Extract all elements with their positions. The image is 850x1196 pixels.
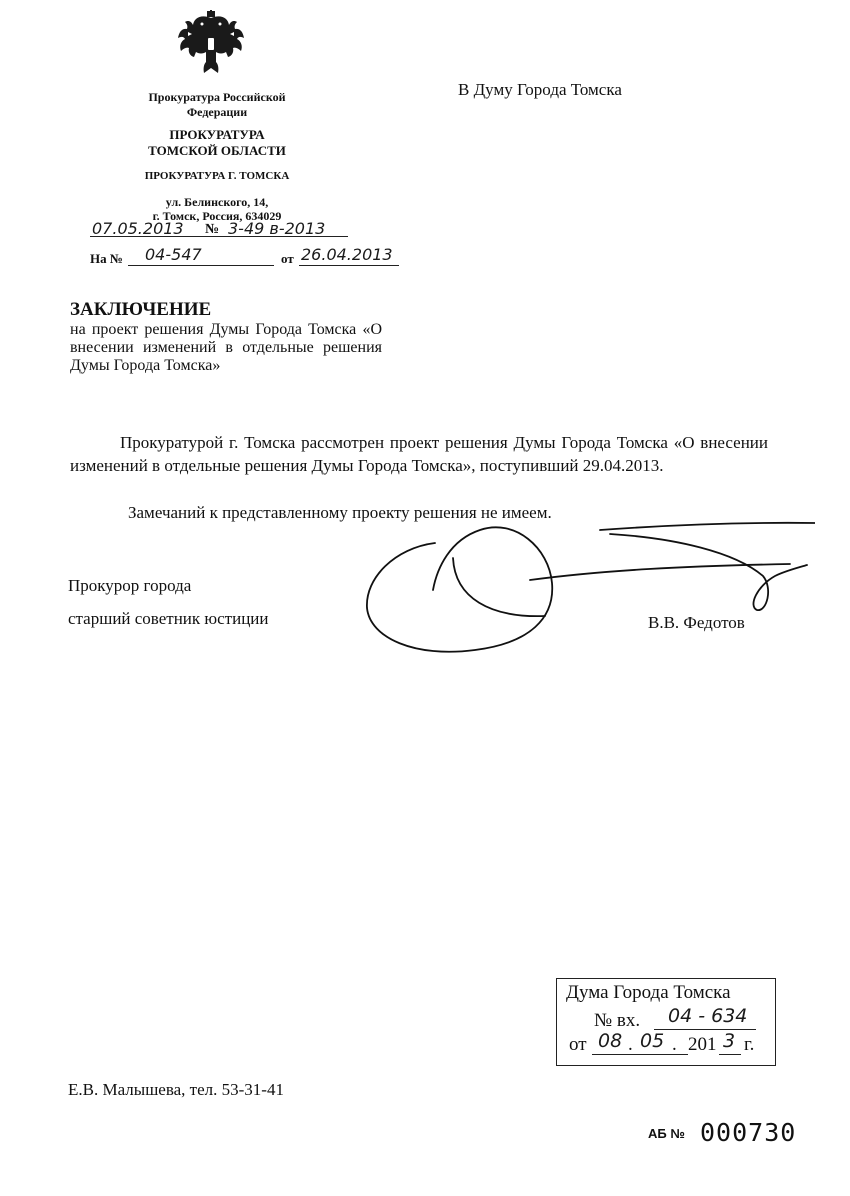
stamp-dot-1: . [628,1034,633,1055]
stamp-incoming-number: 04 - 634 [668,1005,748,1027]
outgoing-date: 07.05.2013 [92,219,184,238]
paragraph-2: Замечаний к представленному проекту решения не имеем. [128,503,552,522]
stamp-year-prefix: 201 [688,1034,717,1055]
document-subject: на проект решения Думы Города Томска «О внесении изменений в отдельные решения Думы Города Томска» [70,321,382,374]
reply-prefix: На № [90,251,123,266]
stamp-dot-2: . [672,1034,677,1055]
stamp-year-unit: г. [744,1034,755,1055]
reply-from-label: от [281,251,294,266]
address-line-1: ул. Белинского, 14, [165,195,269,209]
office-line-2: ТОМСКОЙ ОБЛАСТИ [148,143,286,158]
form-number: 000730 [700,1118,797,1147]
header-org [100,90,334,120]
reply-number-line [128,265,274,266]
reply-date: 26.04.2013 [301,245,393,264]
stamp-year-line [719,1054,741,1055]
executor: Е.В. Малышева, тел. 53-31-41 [68,1080,284,1099]
stamp-from-label: от [569,1034,587,1055]
stamp-title: Дума Города Томска [566,982,731,1003]
signer-position-1: Прокурор города [68,576,192,595]
org-line-1: Прокуратура Российской [148,90,286,104]
address-line-2: г. Томск, Россия, 634029 [152,209,282,223]
handwritten-signature [355,508,815,658]
stamp-month: 05 [640,1030,665,1052]
addressee: В Думу Города Томска [458,80,622,99]
outgoing-number: 3-49 в-2013 [228,219,326,238]
form-series: АБ № [648,1126,685,1141]
coat-of-arms-emblem [176,10,246,76]
header-office [100,127,334,159]
paragraph-1: Прокуратурой г. Томска рассмотрен проект решения Думы Города Томска «О внесении изменений в отдельные решения Думы Города Томска», поступивший 29.04.2013. [70,433,768,475]
city-office: ПРОКУРАТУРА Г. ТОМСКА [144,170,290,182]
stamp-year-suffix: 3 [723,1030,736,1052]
document-title: ЗАКЛЮЧЕНИЕ [70,299,212,320]
outgoing-number-sign: № [205,222,220,237]
reply-date-line [299,265,399,266]
stamp-incoming-line [654,1029,756,1030]
org-line-2: Федерации [186,105,248,119]
stamp-incoming-label: № вх. [594,1010,641,1031]
signer-name: В.В. Федотов [648,613,745,632]
stamp-day: 08 [598,1030,623,1052]
signer-position-2: старший советник юстиции [68,609,269,628]
office-line-1: ПРОКУРАТУРА [169,127,265,142]
reply-number: 04-547 [145,245,202,264]
